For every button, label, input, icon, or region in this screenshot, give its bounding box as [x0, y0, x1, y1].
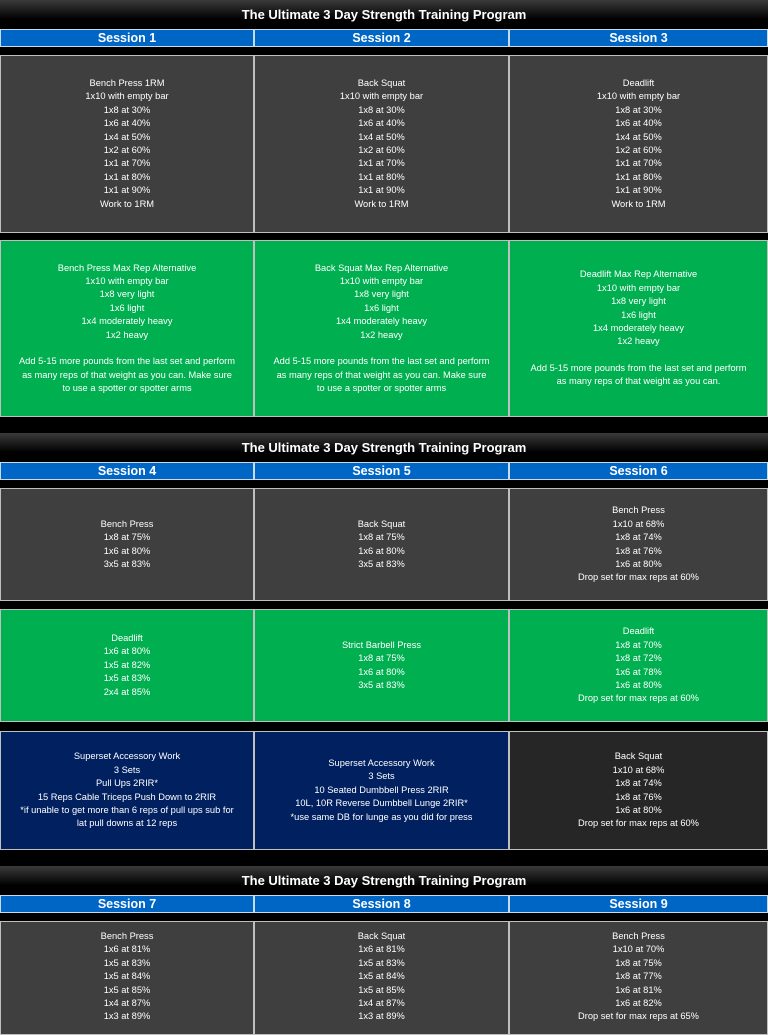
exercise-name: Bench Press — [100, 931, 154, 941]
workout-line: 1x4 at 87% — [358, 998, 405, 1009]
workout-line: 1x8 at 76% — [615, 545, 662, 556]
workout-line: 1x6 at 40% — [358, 118, 405, 129]
workout-line: 3x5 at 83% — [103, 558, 151, 569]
exercise-name: Deadlift — [622, 626, 655, 637]
workout-line: *if unable to get more than 6 reps of pull ups sub for — [20, 804, 234, 815]
workout-line: 3x5 at 83% — [358, 679, 405, 690]
program-title: The Ultimate 3 Day Strength Training Program — [0, 0, 768, 28]
workout-row — [0, 55, 768, 233]
workout-line: Work to 1RM — [99, 198, 155, 209]
exercise-name: Bench Press — [100, 518, 154, 529]
workout-line: 1x6 at 80% — [615, 558, 662, 569]
session-header: Session 6 — [509, 462, 768, 480]
workout-line: 1x6 at 78% — [615, 666, 662, 677]
workout-line: 1x8 at 74% — [615, 532, 662, 543]
workout-cell — [509, 240, 768, 417]
workout-line: 1x5 at 85% — [103, 984, 151, 995]
workout-line: 1x10 with empty bar — [85, 91, 169, 102]
session-header: Session 3 — [509, 29, 768, 47]
workout-line: 1x5 at 82% — [103, 659, 151, 670]
workout-line: lat pull downs at 12 reps — [76, 818, 178, 829]
workout-line: Add 5-15 more pounds from the last set and perform — [530, 362, 747, 373]
workout-line: 1x10 at 70% — [612, 944, 665, 955]
workout-row — [0, 731, 768, 850]
session-header: Session 2 — [254, 29, 509, 47]
workout-line: Drop set for max reps at 65% — [578, 1011, 699, 1022]
workout-line: 1x6 at 82% — [615, 998, 662, 1009]
workout-line: 1x5 at 83% — [103, 957, 151, 968]
session-header-row — [0, 462, 768, 480]
workout-row — [0, 488, 768, 601]
workout-line: 1x2 heavy — [617, 336, 660, 347]
exercise-name: Back Squat Max Rep Alternative — [314, 262, 449, 273]
exercise-name: Back Squat — [614, 751, 663, 762]
workout-line: 1x1 at 90% — [615, 185, 662, 196]
exercise-name: Bench Press Max Rep Alternative — [57, 262, 197, 273]
workout-line: 1x4 moderately heavy — [593, 323, 684, 333]
workout-cell — [254, 731, 509, 850]
workout-line: 1x6 at 80% — [615, 804, 662, 815]
exercise-name: Strict Barbell Press — [341, 639, 422, 650]
workout-cell — [0, 921, 254, 1035]
workout-line: 1x5 at 83% — [358, 957, 405, 968]
workout-line: 1x5 at 84% — [358, 971, 405, 982]
session-header: Session 4 — [0, 462, 254, 480]
exercise-name: Bench Press 1RM — [89, 77, 165, 88]
program-title: The Ultimate 3 Day Strength Training Program — [0, 433, 768, 461]
workout-line: 1x6 light — [364, 302, 399, 313]
workout-line: 1x8 at 74% — [615, 778, 662, 789]
session-header: Session 5 — [254, 462, 509, 480]
workout-cell — [254, 609, 509, 722]
workout-line: to use a spotter or spotter arms — [316, 382, 447, 393]
workout-line: 1x6 at 81% — [103, 944, 151, 955]
workout-line: Work to 1RM — [611, 198, 666, 209]
workout-line: 1x1 at 90% — [103, 185, 151, 196]
workout-line: as many reps of that weight as you can. — [556, 376, 721, 387]
workout-line: 3 Sets — [368, 771, 395, 782]
workout-line: 1x8 at 75% — [103, 532, 151, 543]
workout-cell — [0, 488, 254, 601]
workout-line: 2x4 at 85% — [103, 686, 151, 697]
workout-line: 1x6 at 80% — [358, 666, 405, 677]
workout-line: 1x6 at 80% — [358, 545, 405, 556]
workout-line: 1x2 at 60% — [615, 145, 662, 155]
workout-line: 1x4 at 87% — [103, 998, 151, 1009]
workout-cell — [509, 55, 768, 233]
session-header: Session 7 — [0, 895, 254, 913]
workout-cell — [509, 609, 768, 722]
workout-line: 1x8 at 30% — [358, 104, 405, 115]
workout-line: 1x6 at 80% — [103, 646, 151, 657]
workout-row — [0, 609, 768, 722]
workout-cell — [0, 609, 254, 722]
workout-line: Add 5-15 more pounds from the last set and perform — [273, 356, 490, 367]
workout-line: 1x6 at 81% — [615, 984, 662, 995]
exercise-name: Deadlift — [622, 77, 655, 88]
workout-line: 1x4 moderately heavy — [81, 316, 173, 327]
workout-line: Work to 1RM — [354, 198, 409, 209]
workout-cell — [254, 240, 509, 417]
exercise-name: Superset Accessory Work — [328, 757, 435, 768]
workout-line: 1x1 at 70% — [358, 158, 405, 169]
exercise-name: Bench Press — [612, 505, 665, 516]
workout-line: 1x8 very light — [99, 289, 155, 300]
workout-line: to use a spotter or spotter arms — [62, 382, 192, 393]
workout-line: 10L, 10R Reverse Dumbbell Lunge 2RIR* — [295, 798, 468, 809]
workout-line: as many reps of that weight as you can. Make sure — [22, 369, 232, 380]
workout-line: Drop set for max reps at 60% — [578, 818, 699, 829]
workout-line: 1x10 with empty bar — [339, 276, 424, 287]
workout-line: 1x3 at 89% — [103, 1011, 151, 1022]
workout-line: 1x6 at 40% — [615, 118, 662, 129]
workout-line: 10 Seated Dumbbell Press 2RIR — [314, 784, 449, 795]
exercise-name: Bench Press — [612, 931, 665, 941]
workout-line: 1x8 very light — [611, 296, 666, 307]
session-header-row — [0, 895, 768, 913]
workout-line: *use same DB for lunge as you did for press — [290, 811, 473, 822]
workout-cell — [509, 731, 768, 850]
workout-line: 1x8 at 75% — [358, 532, 405, 543]
workout-line: 1x10 with empty bar — [85, 276, 169, 287]
session-header: Session 9 — [509, 895, 768, 913]
workout-line: 1x2 heavy — [360, 329, 403, 340]
program-title: The Ultimate 3 Day Strength Training Program — [0, 866, 768, 894]
workout-line: 1x2 at 60% — [358, 145, 405, 155]
workout-line: Add 5-15 more pounds from the last set and perform — [18, 356, 235, 367]
workout-line: 15 Reps Cable Triceps Push Down to 2RIR — [37, 791, 217, 802]
workout-line: Drop set for max reps at 60% — [578, 693, 699, 704]
workout-line: 1x10 with empty bar — [596, 91, 681, 102]
workout-line: 1x5 at 85% — [358, 984, 405, 995]
workout-line: 1x2 heavy — [105, 329, 149, 340]
workout-line: 1x8 at 77% — [615, 971, 662, 982]
workout-line: 1x1 at 80% — [615, 171, 662, 182]
workout-line: 1x6 at 40% — [103, 118, 151, 129]
workout-line: 1x8 at 30% — [615, 104, 662, 115]
workout-line: 1x5 at 83% — [103, 673, 151, 684]
exercise-name: Deadlift — [111, 632, 143, 643]
workout-line: 1x8 at 30% — [103, 104, 151, 115]
workout-line: 1x8 at 72% — [615, 653, 662, 664]
workout-line: 1x5 at 84% — [103, 971, 151, 982]
workout-line: 1x6 light — [621, 309, 656, 320]
workout-line: Pull Ups 2RIR* — [95, 778, 158, 789]
workout-line: 1x4 at 50% — [103, 131, 151, 142]
workout-line: 3x5 at 83% — [358, 558, 405, 569]
workout-line: 1x4 moderately heavy — [336, 316, 427, 327]
workout-line: 1x8 at 76% — [615, 791, 662, 802]
workout-line: 1x4 at 50% — [615, 131, 662, 142]
exercise-name: Back Squat — [357, 518, 406, 529]
workout-cell — [509, 921, 768, 1035]
workout-row — [0, 240, 768, 417]
session-header: Session 1 — [0, 29, 254, 47]
workout-line: 1x8 at 75% — [358, 653, 405, 664]
session-header: Session 8 — [254, 895, 509, 913]
workout-line: 1x6 at 80% — [615, 679, 662, 690]
workout-line: 1x6 at 81% — [358, 944, 405, 955]
workout-line: 1x1 at 90% — [358, 185, 405, 196]
session-header-row — [0, 29, 768, 47]
exercise-name: Back Squat — [357, 77, 406, 88]
workout-line: Drop set for max reps at 60% — [578, 572, 699, 583]
workout-line: 1x6 at 80% — [103, 545, 151, 556]
exercise-name: Deadlift Max Rep Alternative — [579, 269, 698, 280]
workout-line: 1x3 at 89% — [358, 1011, 405, 1022]
workout-cell — [254, 55, 509, 233]
workout-line: 1x6 light — [109, 302, 145, 313]
workout-line: 1x8 very light — [354, 289, 409, 300]
workout-row — [0, 921, 768, 1035]
workout-line: 1x1 at 70% — [103, 158, 151, 169]
workout-cell — [0, 240, 254, 417]
workout-line: 1x1 at 80% — [103, 171, 151, 182]
workout-line: 1x10 with empty bar — [339, 91, 424, 102]
workout-line: 1x8 at 70% — [615, 639, 662, 650]
workout-line: 1x8 at 75% — [615, 957, 662, 968]
exercise-name: Superset Accessory Work — [73, 751, 181, 762]
workout-line: as many reps of that weight as you can. Make sure — [276, 369, 487, 380]
workout-line: 1x1 at 70% — [615, 158, 662, 169]
workout-cell — [0, 731, 254, 850]
workout-cell — [509, 488, 768, 601]
workout-line: 1x10 at 68% — [612, 518, 665, 529]
workout-line: 3 Sets — [113, 764, 141, 775]
workout-line: 1x4 at 50% — [358, 131, 405, 142]
exercise-name: Back Squat — [357, 931, 406, 941]
workout-cell — [254, 488, 509, 601]
workout-line: 1x10 with empty bar — [596, 282, 681, 293]
workout-line: 1x10 at 68% — [612, 764, 665, 775]
workout-line: 1x1 at 80% — [358, 171, 405, 182]
workout-cell — [254, 921, 509, 1035]
workout-line: 1x2 at 60% — [103, 145, 151, 155]
workout-cell — [0, 55, 254, 233]
